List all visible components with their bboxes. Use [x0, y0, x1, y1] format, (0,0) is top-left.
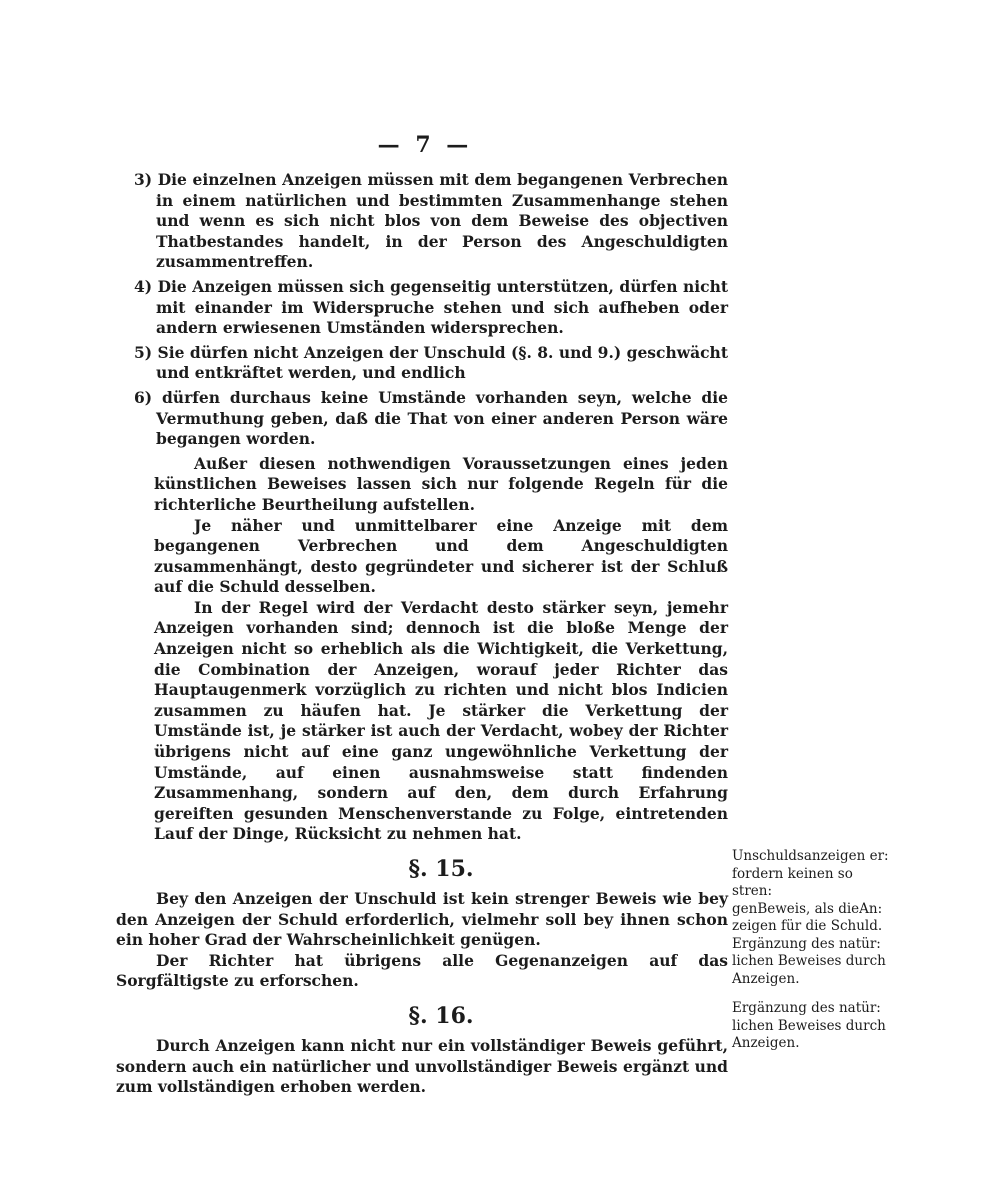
- section-15-paragraph-1: Bey den Anzeigen der Unschuld ist kein strenger Beweis wie bey den Anzeigen der Schuld erforderlich, vielmehr soll bey ihnen schon ein hoher Grad der Wahrscheinlichkeit genügen.: [116, 889, 728, 950]
- margin-note-line: genBeweis, als dieAn:: [732, 900, 883, 917]
- margin-note-line: zeigen für die Schuld.: [732, 918, 883, 934]
- section-15-paragraph-2: Der Richter hat übrigens alle Gegenanzeigen auf das Sorgfältigste zu erforschen.: [116, 950, 728, 991]
- page-number: — 7 —: [377, 132, 473, 158]
- section-16-paragraph-1: Durch Anzeigen kann nicht nur ein vollständiger Beweis geführt, sondern auch ein natürlicher und unvollständiger Beweis ergänzt und zum vollständigen erhoben werden.: [116, 1035, 728, 1097]
- paragraph-naeher: Je näher und unmittelbarer eine Anzeige mit dem begangenen Verbrechen und dem Angeschuldigten zusammenhängt, desto gegründeter und sicherer ist der Schluß auf die Schuld desselben.: [154, 515, 728, 597]
- margin-note-section-16: [732, 1000, 892, 1053]
- list-item-4: 4) Die Anzeigen müssen sich gegenseitig unterstützen, dürfen nicht mit einander im Widerspruche stehen und sich aufheben oder andern erwiesenen Umständen widersprechen.: [134, 276, 728, 338]
- list-item-3: 3) Die einzelnen Anzeigen müssen mit dem begangenen Verbrechen in einem natürlichen und bestimmten Zusammenhange stehen und wenn es sich nicht blos von dem Beweise des objectiven Thatbestandes handelt, in der Person des Angeschuldigten zusammentreffen.: [134, 170, 728, 272]
- list-item-5: 5) Sie dürfen nicht Anzeigen der Unschuld (§. 8. und 9.) geschwächt und entkräftet werden, und endlich: [134, 342, 728, 383]
- margin-note-line: Anzeigen.: [732, 1035, 800, 1051]
- margin-note-line: Ergänzung des natür:: [732, 935, 881, 952]
- margin-note-line: fordern keinen so stren:: [732, 865, 853, 899]
- section-15-heading: §. 15.: [408, 856, 474, 882]
- margin-note-line: lichen Beweises durch: [732, 1017, 886, 1034]
- margin-note-section-15: [732, 848, 892, 988]
- margin-note-line: Unschuldsanzeigen er:: [732, 848, 889, 864]
- main-text-column: [116, 170, 728, 1098]
- paragraph-regel: In der Regel wird der Verdacht desto stärker seyn, jemehr Anzeigen vorhanden sind; dennoch ist die bloße Menge der Anzeigen nicht so erheblich als die Wichtigkeit, die Verkettung, die Combination der Anzeigen, worauf jeder Richter das Hauptaugenmerk vorzüglich zu richten und nicht blos Indicien zusammen zu häufen hat. Je stärker die Verkettung der Umstände ist, je stärker ist auch der Verdacht, wobey der Richter übrigens nicht auf eine ganz ungewöhnliche Verkettung der Umstände, auf einen ausnahmsweise statt findenden Zusammenhang, sondern auf den, dem durch Erfahrung gereiften gesunden Menschenverstande zu Folge, eintretenden Lauf der Dinge, Rücksicht zu nehmen hat.: [154, 597, 728, 844]
- margin-note-line: lichen Beweises durch: [732, 953, 886, 969]
- margin-note-line: Anzeigen.: [732, 970, 800, 987]
- margin-note-line: Ergänzung des natür:: [732, 1000, 881, 1016]
- list-item-6: 6) dürfen durchaus keine Umstände vorhanden seyn, welche die Vermuthung geben, daß die That von einer anderen Person wäre begangen worden.: [134, 387, 728, 449]
- paragraph-voraussetzungen: Außer diesen nothwendigen Voraussetzungen eines jeden künstlichen Beweises lassen sich nur folgende Regeln für die richterliche Beurtheilung aufstellen.: [154, 453, 728, 514]
- section-16-heading: §. 16.: [408, 1002, 474, 1029]
